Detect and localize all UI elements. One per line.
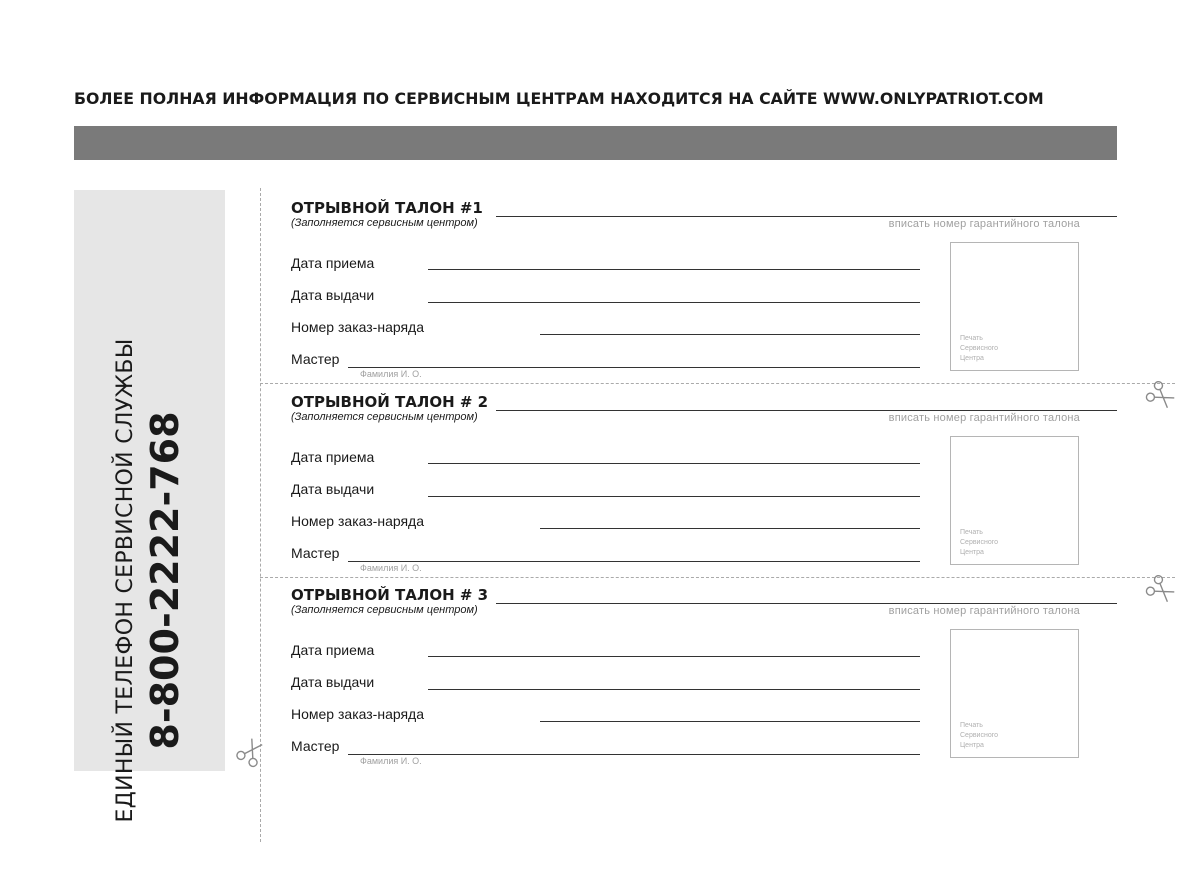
hotline-phone: 8-800-2222-768 [142,411,187,750]
coupon-title: ОТРЫВНОЙ ТАЛОН #1 [291,199,483,217]
master-label: Мастер [291,351,340,367]
stamp-box [950,436,1079,565]
issue-date-line[interactable] [428,689,920,690]
order-number-label: Номер заказ-наряда [291,706,425,722]
coupon-number-line[interactable] [496,603,1117,604]
stamp-label: Печать Сервисного Центра [960,722,999,749]
coupon-number-hint: вписать номер гарантийного талона [888,412,1080,424]
hotline-title: ЕДИНЫЙ ТЕЛЕФОН СЕРВИСНОЙ СЛУЖБЫ [112,338,138,823]
master-name-hint: Фамилия И. О. [360,563,422,573]
coupon-number-line[interactable] [496,216,1117,217]
issue-date-label: Дата выдачи [291,287,375,303]
order-number-label: Номер заказ-наряда [291,513,425,529]
header-bar [74,126,1117,160]
master-name-hint: Фамилия И. О. [360,756,422,766]
receive-date-line[interactable] [428,656,920,657]
stamp-box [950,629,1079,758]
coupon-number-hint: вписать номер гарантийного талона [888,605,1080,617]
order-number-line[interactable] [540,334,920,335]
receive-date-label: Дата приема [291,642,375,658]
tear-off-coupon-1 [0,191,1191,385]
receive-date-line[interactable] [428,269,920,270]
receive-date-label: Дата приема [291,449,375,465]
stamp-label: Печать Сервисного Центра [960,335,999,362]
stamp-label: Печать Сервисного Центра [960,529,999,556]
issue-date-label: Дата выдачи [291,481,375,497]
issue-date-line[interactable] [428,496,920,497]
coupon-subtitle: (Заполняется сервисным центром) [291,217,478,229]
master-line[interactable] [348,561,920,562]
coupon-title: ОТРЫВНОЙ ТАЛОН # 3 [291,586,489,604]
order-number-line[interactable] [540,721,920,722]
master-line[interactable] [348,367,920,368]
receive-date-label: Дата приема [291,255,375,271]
master-name-hint: Фамилия И. О. [360,369,422,379]
tear-off-coupon-2 [0,385,1191,579]
issue-date-label: Дата выдачи [291,674,375,690]
master-line[interactable] [348,754,920,755]
issue-date-line[interactable] [428,302,920,303]
order-number-label: Номер заказ-наряда [291,319,425,335]
coupon-title: ОТРЫВНОЙ ТАЛОН # 2 [291,393,489,411]
master-label: Мастер [291,738,340,754]
master-label: Мастер [291,545,340,561]
coupon-number-line[interactable] [496,410,1117,411]
receive-date-line[interactable] [428,463,920,464]
service-info-heading: БОЛЕЕ ПОЛНАЯ ИНФОРМАЦИЯ ПО СЕРВИСНЫМ ЦЕНТРАМ НАХОДИТСЯ НА САЙТЕ WWW.ONLYPATRIOT.COM [74,89,1044,108]
coupon-subtitle: (Заполняется сервисным центром) [291,411,478,423]
order-number-line[interactable] [540,528,920,529]
coupon-subtitle: (Заполняется сервисным центром) [291,604,478,616]
tear-off-coupon-3 [0,578,1191,772]
coupon-number-hint: вписать номер гарантийного талона [888,218,1080,230]
stamp-box [950,242,1079,371]
